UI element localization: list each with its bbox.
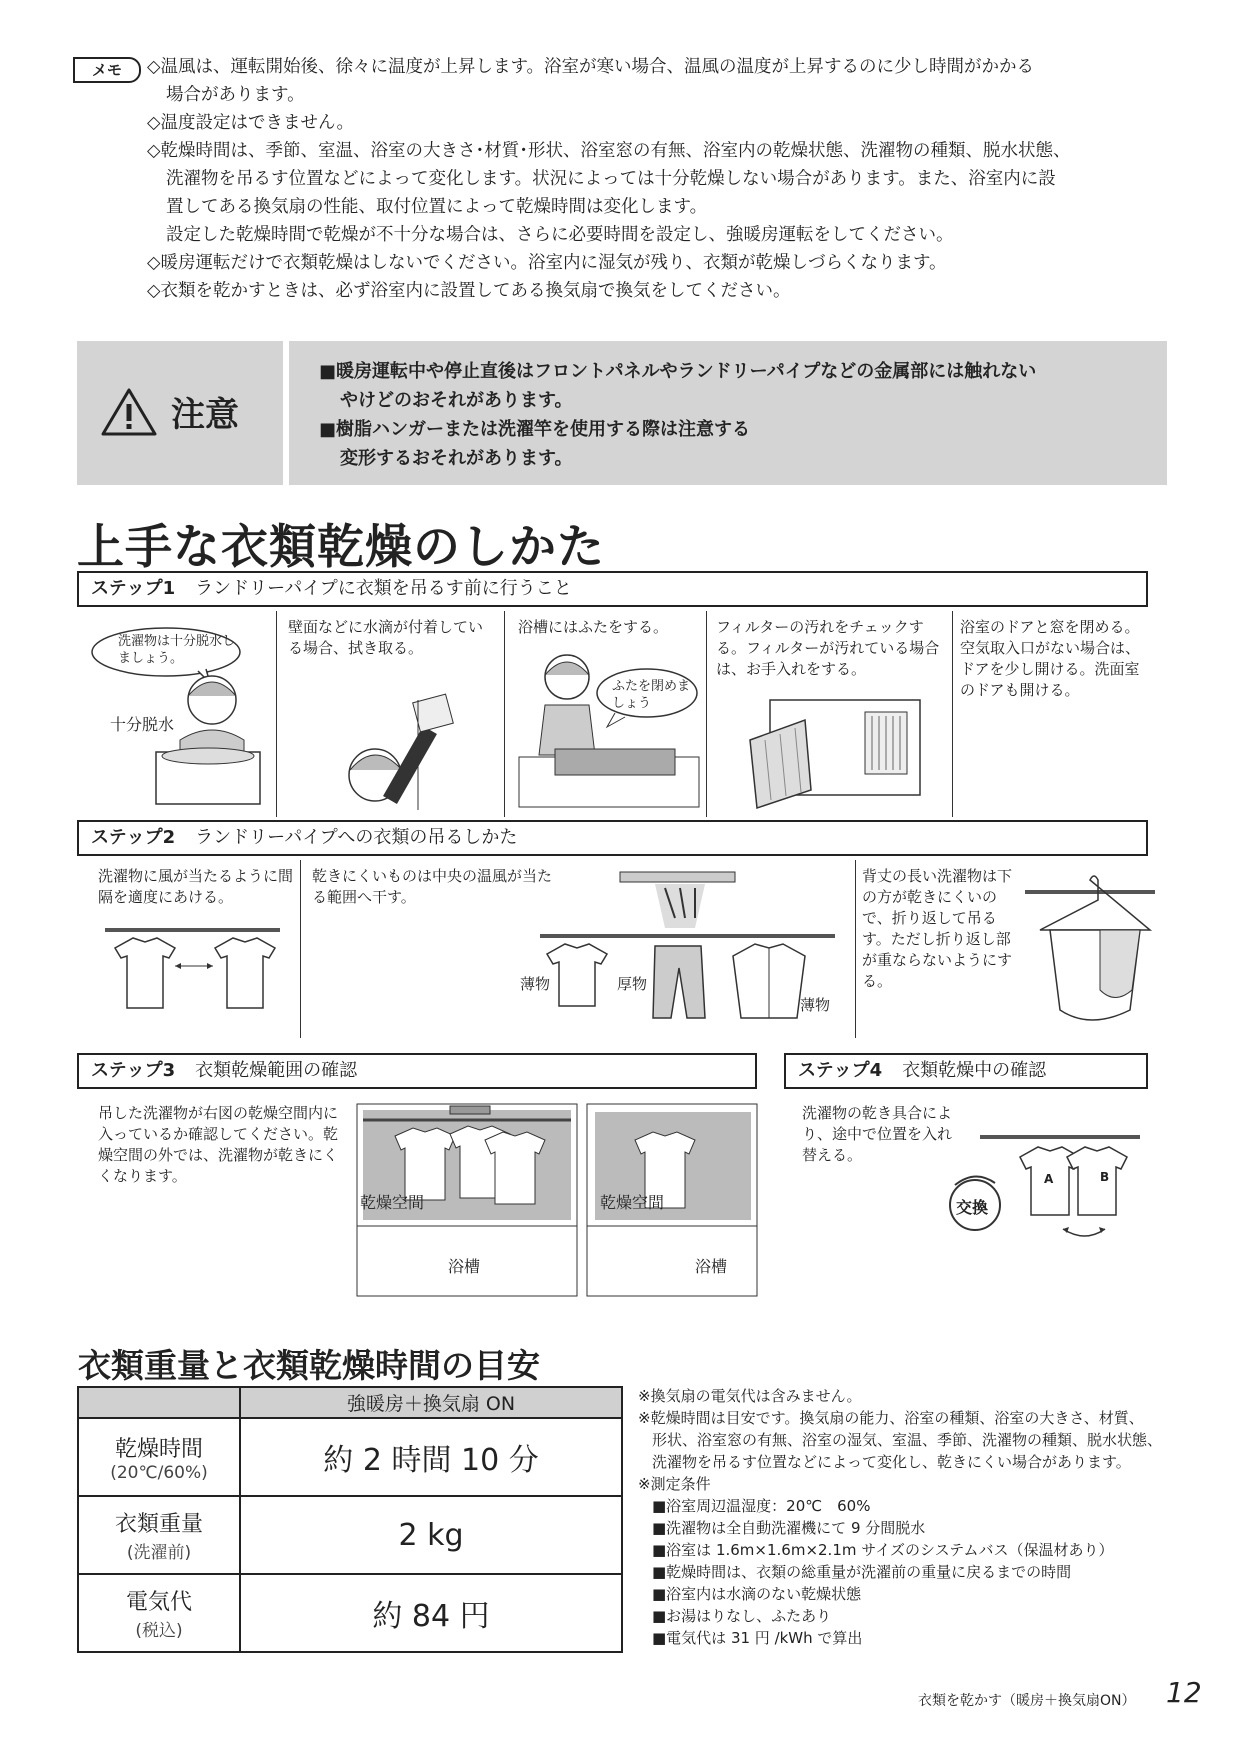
row-value: 約 2 時間 10 分 (240, 1418, 622, 1496)
section-title: 上手な衣類乾燥のしかた (77, 520, 605, 575)
note-line: ※測定条件 (638, 1475, 711, 1493)
row-value: 2 kg (240, 1496, 622, 1574)
caution-line: ■樹脂ハンガーまたは洗濯竿を使用する際は注意する (319, 419, 751, 440)
divider (276, 611, 277, 817)
table-title: 衣類重量と衣類乾燥時間の目安 (78, 1346, 540, 1385)
step-text: 浴槽にはふたをする。 (518, 618, 669, 636)
step-text: 吊した洗濯物が右図の乾燥空間内に入っているか確認してください。乾燥空間の外では、洗濯物が乾きにくくなります。 (98, 1104, 339, 1185)
note-line: 洗濯物を吊るす位置などによって変化し、乾きにくい場合があります。 (652, 1453, 1131, 1471)
memo-line: ◇暖房運転だけで衣類乾燥はしないでください。浴室内に湿気が残り、衣類が乾燥しづらくなります。 (147, 253, 947, 273)
swap-illustration (945, 1125, 1145, 1250)
note-line: ※乾燥時間は目安です。換気扇の能力、浴室の種類、浴室の大きさ、材質、 (638, 1409, 1144, 1427)
spacing-illustration (105, 918, 285, 1018)
row-label-main: 電気代 (125, 1590, 192, 1615)
memo-line: ◇温度設定はできません。 (147, 113, 355, 133)
row-label-main: 乾燥時間 (114, 1436, 203, 1462)
note-line: ■浴室周辺温湿度：20℃ 60% (652, 1497, 871, 1515)
row-label-sub: (20℃/60%) (110, 1462, 208, 1483)
spec-table (77, 1386, 623, 1653)
row-label-sub: (税込) (135, 1621, 183, 1641)
label-thin: 薄物 (520, 975, 551, 993)
row-value: 約 84 円 (240, 1574, 622, 1652)
memo-line: 置してある換気扇の性能、取付位置によって乾燥時間は変化します。 (166, 197, 708, 217)
tub-cover-illustration (515, 645, 700, 815)
caption: 十分脱水 (110, 715, 175, 734)
memo-line: 洗濯物を吊るす位置などによって変化します。状況によっては十分乾燥しない場合があります。また、浴室内に設 (166, 169, 1056, 189)
caution-line: やけどのおそれがあります。 (340, 390, 573, 411)
memo-line: ◇衣類を乾かすときは、必ず浴室内に設置してある換気扇で換気をしてください。 (147, 281, 791, 301)
step1-label: ステップ1 (91, 578, 176, 599)
bubble-text: 洗濯物は十分脱水しましょう。 (118, 634, 236, 666)
step3-bar (77, 1053, 757, 1089)
row-label-main: 衣類重量 (114, 1512, 203, 1537)
divider (855, 860, 856, 1038)
shirt-label-b: B (1100, 1170, 1110, 1184)
step2-title: ランドリーパイプへの衣類の吊るしかた (195, 827, 518, 848)
divider (300, 860, 301, 1038)
row-label (78, 1574, 240, 1652)
divider (283, 341, 289, 485)
divider (504, 611, 505, 817)
dry-space-label: 乾燥空間 (600, 1193, 665, 1212)
dry-space-label: 乾燥空間 (360, 1193, 425, 1212)
shirt-label-a: A (1044, 1172, 1054, 1186)
step-text: 壁面などに水滴が付着している場合、拭き取る。 (288, 618, 484, 657)
note-line: ※換気扇の電気代は含みません。 (638, 1387, 862, 1405)
hanging-zone-illustration (535, 868, 845, 1033)
label-thick: 厚物 (617, 975, 648, 993)
divider (706, 611, 707, 817)
swap-label: 交換 (956, 1198, 989, 1217)
caution-line: 変形するおそれがあります。 (340, 448, 573, 469)
table-corner (78, 1387, 240, 1418)
caution-box (77, 341, 1167, 485)
step4-title: 衣類乾燥中の確認 (902, 1060, 1047, 1081)
note-line: ■浴室内は水滴のない乾燥状態 (652, 1585, 862, 1603)
memo-line: ◇温風は、運転開始後、徐々に温度が上昇します。浴室が寒い場合、温風の温度が上昇するのに少し時間がかかる (147, 57, 1035, 77)
note-line: ■洗濯物は全自動洗濯機にて 9 分間脱水 (652, 1519, 926, 1537)
filter-illustration (745, 690, 925, 810)
memo-line: 場合があります。 (166, 85, 305, 105)
step3-title: 衣類乾燥範囲の確認 (195, 1060, 358, 1081)
wiping-illustration (330, 670, 470, 815)
step1-bar (77, 571, 1148, 607)
row-label (78, 1418, 240, 1496)
page-number: 12 (1166, 1676, 1202, 1709)
label-thin: 薄物 (800, 996, 831, 1014)
step2-label: ステップ2 (91, 827, 176, 848)
step4-bar (784, 1053, 1148, 1089)
step4-label: ステップ4 (798, 1060, 883, 1081)
bubble-text: ふたを閉めましょう (612, 679, 691, 711)
caution-line: ■暖房運転中や停止直後はフロントパネルやランドリーパイプなどの金属部には触れない (319, 361, 1037, 382)
step-text: 洗濯物に風が当たるように間隔を適度にあける。 (98, 867, 294, 906)
table-header: 強暖房＋換気扇 ON (240, 1387, 622, 1418)
warning-icon (101, 387, 157, 437)
row-label-sub: (洗濯前) (126, 1543, 192, 1563)
note-line: ■電気代は 31 円 /kWh で算出 (652, 1629, 863, 1647)
footer-caption: 衣類を乾かす（暖房＋換気扇ON） (918, 1693, 1136, 1709)
note-line: ■お湯はりなし、ふたあり (652, 1607, 832, 1625)
tub-label: 浴槽 (695, 1257, 728, 1276)
step3-label: ステップ3 (91, 1060, 176, 1081)
memo-tag: メモ (73, 57, 141, 83)
divider (952, 611, 953, 817)
step-text: 浴室のドアと窓を閉める。空気取入口がない場合は、ドアを少し開ける。洗面室のドアも開ける。 (960, 618, 1141, 699)
step-text: 洗濯物の乾き具合により、途中で位置を入れ替える。 (802, 1104, 953, 1164)
note-line: 形状、浴室窓の有無、浴室の湿気、室温、季節、洗濯物の種類、脱水状態、 (652, 1431, 1163, 1449)
step2-bar (77, 820, 1148, 856)
note-line: ■乾燥時間は、衣類の総重量が洗濯前の重量に戻るまでの時間 (652, 1563, 1072, 1581)
folded-hanging-illustration (1020, 870, 1160, 1035)
memo-line: ◇乾燥時間は、季節、室温、浴室の大きさ･材質･形状、浴室窓の有無、浴室内の乾燥状態、洗濯物の種類、脱水状態、 (147, 141, 1071, 161)
person-washer-illustration (140, 660, 270, 810)
step-text: 乾きにくいものは中央の温風が当たる範囲へ干す。 (312, 867, 553, 906)
step-text: 背丈の長い洗濯物は下の方が乾きにくいので、折り返して吊るす。ただし折り返し部が重ならないようにする。 (862, 867, 1013, 990)
tub-label: 浴槽 (448, 1257, 481, 1276)
memo-line: 設定した乾燥時間で乾燥が不十分な場合は、さらに必要時間を設定し、強暖房運転をしてください。 (166, 225, 954, 245)
step-text: フィルターの汚れをチェックする。フィルターが汚れている場合は、お手入れをする。 (716, 618, 940, 678)
row-label (78, 1496, 240, 1574)
caution-title: 注意 (171, 395, 239, 435)
step1-title: ランドリーパイプに衣類を吊るす前に行うこと (195, 578, 572, 599)
note-line: ■浴室は 1.6m×1.6m×2.1m サイズのシステムバス（保温材あり） (652, 1541, 1114, 1559)
